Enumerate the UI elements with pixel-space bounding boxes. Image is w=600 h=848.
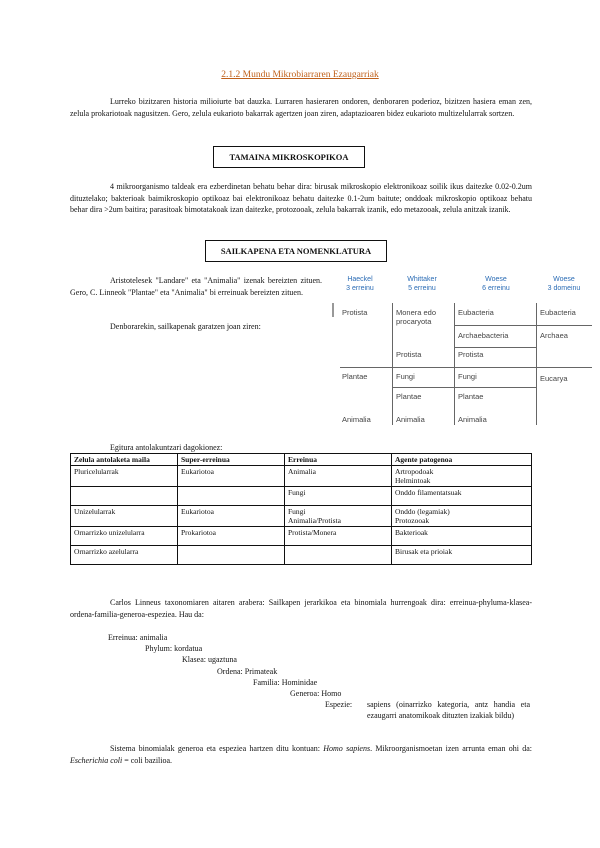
example-escherichia-coli: Escherichia coli [70,755,123,765]
section-heading-size: TAMAINA MIKROSKOPIKOA [213,146,365,168]
table-row [71,487,532,506]
table-cell: Fungi [285,487,392,506]
table-header-cell: Erreinua [285,454,392,466]
whittaker-monera: Monera edo procaryota [396,308,437,326]
table-cell [71,487,178,506]
linnaeus-paragraph: Carlos Linneus taxonomiaren aitaren arabera: Sailkapen jerarkikoa eta binomiala hurrengoak dira: erreinua-phyluma-klasea-ordena-familia-generoa-espeziea. Hau da: [70,598,532,619]
woese6-animalia: Animalia [458,415,487,424]
taxonomy-phylum: Phylum: kordatua [145,644,203,653]
haeckel-protista: Protista [342,308,368,317]
woese3-eucarya: Eucarya [540,374,568,383]
table-cell [178,546,285,565]
table-cell: Onddo (legamiak) Protozooak [392,506,532,527]
taxonomy-family: Familia: Hominidae [253,678,318,687]
haeckel-animalia: Animalia [342,415,371,424]
table-cell: Birusak eta prioiak [392,546,532,565]
table-row [71,466,532,487]
table-cell: Unizelularrak [71,506,178,527]
whittaker-plantae: Plantae [396,392,422,401]
chart-divider [454,347,536,348]
woese6-plantae: Plantae [458,392,484,401]
chart-header-haeckel: Haeckel 3 erreinu [346,276,374,292]
table-row [71,506,532,527]
table-cell: Bakterioak [392,527,532,546]
table-cell: Eukariotoa [178,506,285,527]
taxonomy-genus: Generoa: Homo [290,689,342,698]
taxonomy-kingdom: Erreinua: animalia [108,633,168,642]
whittaker-animalia: Animalia [396,415,425,424]
table-cell: Onddo filamentatsuak [392,487,532,506]
aristotle-paragraph: Aristotelesek "Landare" eta "Animalia" izenak bereizten zituen. Gero, C. Linneok "Plantae" eta "Animalia" bi erreinuak bereizten zituen. [70,276,322,297]
table-row [71,546,532,565]
evolution-paragraph: Denborarekin, sailkapenak garatzen joan ziren: [110,322,261,331]
table-cell: Eukariotoa [178,466,285,487]
whittaker-protista: Protista [396,350,422,359]
example-homo-sapiens: Homo sapiens [323,744,371,753]
table-cell: Prokariotoa [178,527,285,546]
chart-divider [454,303,455,425]
woese3-eubacteria: Eubacteria [540,308,576,317]
haeckel-plantae: Plantae [342,372,368,381]
pathogen-table [70,453,532,565]
table-caption: Egitura antolakuntzari dagokionez: [110,443,223,452]
table-cell: Fungi Animalia/Protista [285,506,392,527]
table-cell: Protista/Monera [285,527,392,546]
table-header-cell: Zelula antolaketa maila [71,454,178,466]
chart-divider [392,303,393,425]
woese3-archaea: Archaea [540,331,568,340]
size-paragraph: 4 mikroorganismo taldeak era ezberdinetan behatu behar dira: birusak mikroskopio elektronikoaz soilik ikus daitezke 0.02-0.2um dituztelako; bakterioak baimikroskopio optikoaz bai elektronikoaz behatu daitezke 0.1-2um baitute; onddoak mikroskopio optikoaz behatu behar dira >2um baitira; parasitoak bimotatakoak izan daitezke, protozooak, zelula bakarrak izanik, edo metazooak, zelula anitzak izanik. [70,182,532,214]
woese6-protista: Protista [458,350,484,359]
whittaker-fungi: Fungi [396,372,415,381]
binomial-paragraph: Sistema binomialak generoa eta espeziea hartzen ditu kontuan: Homo sapiens. Mikroorganismoetan izen arrunta eman ohi da: Escherichia coli = coli bazilioa. [70,744,533,765]
chart-header-woese6: Woese 6 erreinu [482,276,510,292]
table-header-row [71,454,532,466]
table-header-cell: Agente patogenoa [392,454,532,466]
intro-paragraph: Lurreko bizitzaren historia milioiurte bat dauzka. Lurraren hasieraren ondoren, denboraren poderioz, bizitzen hasiera eman zen, zelula prokariotoak nagusitzen. Gero, zelula eukarioto bakarrak agertzen joan ziren, adaptazioaren bidez eukarioto multizelularrak sortzen. [70,97,532,118]
kingdom-chart [330,275,590,435]
chart-tick [332,303,334,317]
table-row [71,527,532,546]
taxonomy-class: Klasea: ugaztuna [182,655,237,664]
page-title: 2.1.2 Mundu Mikrobiarraren Ezaugarriak [221,70,379,80]
chart-header-woese3: Woese 3 domeinu [547,276,581,292]
table-cell: Animalia [285,466,392,487]
chart-divider [536,303,537,425]
woese6-archaebacteria: Archaebacteria [458,331,509,340]
table-cell: Artropodoak Helmintoak [392,466,532,487]
taxonomy-species: Espezie: sapiens (oinarrizko kategoria, antz handia eta ezaugarri anatomikoak dituzten izakiak bildu) [325,700,530,720]
chart-divider [392,387,536,388]
table-header-cell: Super-erreinua [178,454,285,466]
chart-header-whittaker: Whittaker 5 erreinu [407,276,437,292]
woese6-eubacteria: Eubacteria [458,308,494,317]
table-cell: Ornarrizko azelularra [71,546,178,565]
section-heading-classification: SAILKAPENA ETA NOMENKLATURA [205,240,387,262]
woese6-fungi: Fungi [458,372,477,381]
chart-divider [454,325,592,326]
table-cell: Ornarrizko unizelularra [71,527,178,546]
chart-divider [340,367,592,368]
table-cell [285,546,392,565]
taxonomy-order: Ordena: Primateak [217,667,278,676]
table-cell: Pluricelularrak [71,466,178,487]
table-cell [178,487,285,506]
